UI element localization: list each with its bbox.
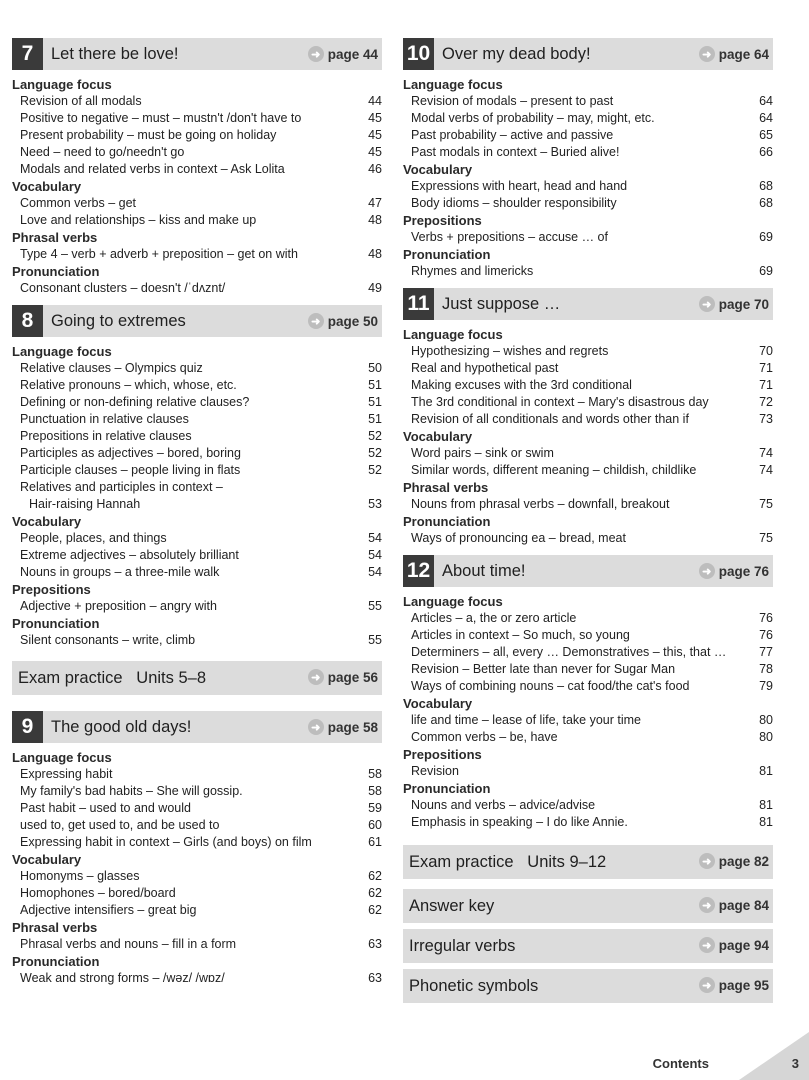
section-heading: Language focus	[403, 77, 503, 92]
section-heading: Vocabulary	[12, 514, 82, 529]
entry-page: 75	[759, 531, 773, 545]
toc-entry[interactable]	[12, 445, 382, 462]
arrow-right-icon: ➜	[308, 313, 324, 329]
entry-page: 45	[368, 145, 382, 159]
entry-text: Expressing habit	[20, 767, 113, 781]
entry-text: Silent consonants – write, climb	[20, 633, 196, 647]
toc-entry[interactable]	[403, 729, 773, 746]
entry-page: 51	[368, 395, 382, 409]
toc-entry[interactable]	[403, 343, 773, 360]
entry-text: Present probability – must be going on holiday	[20, 128, 277, 142]
phonetic-symbols-header[interactable]	[403, 969, 773, 1003]
entry-text: Nouns and verbs – advice/advise	[411, 798, 596, 812]
entry-page: 62	[368, 886, 382, 900]
entry-text: Verbs + prepositions – accuse … of	[411, 230, 608, 244]
section-heading: Vocabulary	[403, 162, 473, 177]
page-label: page 50	[327, 313, 378, 329]
entry-text: Love and relationships – kiss and make up	[20, 213, 257, 227]
toc-entry[interactable]	[403, 377, 773, 394]
exam-practice-5-8-header[interactable]	[12, 661, 382, 695]
entry-page: 55	[368, 599, 382, 613]
entry-page: 48	[368, 247, 382, 261]
entry-page: 71	[759, 361, 773, 375]
toc-entry[interactable]	[403, 814, 773, 831]
page-link[interactable]	[699, 38, 769, 70]
toc-entry[interactable]	[12, 462, 382, 479]
entry-page: 51	[368, 378, 382, 392]
toc-entry[interactable]	[12, 632, 382, 649]
unit-title: Just suppose …	[442, 294, 561, 313]
entry-text: Participle clauses – people living in flats	[20, 463, 241, 477]
entry-text: Making excuses with the 3rd conditional	[411, 378, 632, 392]
toc-entry[interactable]	[12, 360, 382, 377]
page-label: page 84	[718, 897, 769, 913]
page-link[interactable]	[699, 845, 769, 877]
section-heading: Vocabulary	[403, 696, 473, 711]
toc-entry[interactable]	[12, 161, 382, 178]
entry-text: Revision	[411, 764, 459, 778]
page-label: page 94	[718, 937, 769, 953]
toc-entry[interactable]	[403, 678, 773, 695]
entry-page: 65	[759, 128, 773, 142]
section-heading: Prepositions	[12, 582, 91, 597]
entry-text: Revision of all modals	[20, 94, 142, 108]
entry-page: 51	[368, 412, 382, 426]
entry-page: 68	[759, 179, 773, 193]
entry-page: 74	[759, 446, 773, 460]
arrow-right-icon: ➜	[699, 977, 715, 993]
section-heading: Prepositions	[403, 747, 482, 762]
entry-page: 81	[759, 798, 773, 812]
toc-entry[interactable]	[403, 360, 773, 377]
unit-11-header[interactable]	[403, 288, 773, 320]
page-label: page 58	[327, 719, 378, 735]
entry-text: Revision of modals – present to past	[411, 94, 614, 108]
entry-text: Positive to negative – must – mustn't /don't have to	[20, 111, 302, 125]
section-heading: Language focus	[12, 750, 112, 765]
entry-text: Revision – Better late than never for Sugar Man	[411, 662, 676, 676]
section-heading: Pronunciation	[403, 247, 491, 262]
page-number: 3	[791, 1056, 799, 1071]
toc-entry[interactable]	[12, 970, 382, 987]
entry-text: Weak and strong forms – /wəz/ /wɒz/	[20, 971, 225, 985]
entry-page: 64	[759, 111, 773, 125]
entry-page: 74	[759, 463, 773, 477]
toc-entry[interactable]	[12, 428, 382, 445]
section-heading: Vocabulary	[12, 179, 82, 194]
entry-text: Adjective + preposition – angry with	[20, 599, 217, 613]
toc-entry[interactable]	[12, 783, 382, 800]
toc-entry[interactable]	[403, 263, 773, 280]
entry-text: Relative clauses – Olympics quiz	[20, 361, 203, 375]
entry-text: Revision of all conditionals and words other than if	[411, 412, 689, 426]
section-title: Exam practice Units 5–8	[18, 668, 206, 687]
toc-entry[interactable]	[12, 817, 382, 834]
entry-page: 58	[368, 767, 382, 781]
entry-text: Nouns from phrasal verbs – downfall, breakout	[411, 497, 670, 511]
toc-entry[interactable]	[403, 144, 773, 161]
entry-text: Common verbs – be, have	[411, 730, 558, 744]
toc-entry[interactable]	[403, 661, 773, 678]
unit-title: The good old days!	[51, 717, 192, 736]
entry-page: 45	[368, 128, 382, 142]
toc-entry[interactable]	[12, 394, 382, 411]
page-link[interactable]	[699, 288, 769, 320]
entry-text: Determiners – all, every … Demonstratives – this, that …	[411, 645, 727, 659]
entry-text: The 3rd conditional in context – Mary's disastrous day	[411, 395, 709, 409]
entry-text: Modal verbs of probability – may, might, etc.	[411, 111, 655, 125]
entry-page: 44	[368, 94, 382, 108]
toc-entry[interactable]	[403, 462, 773, 479]
arrow-right-icon: ➜	[308, 46, 324, 62]
page-link[interactable]	[699, 929, 769, 961]
entry-text: Word pairs – sink or swim	[411, 446, 554, 460]
entry-page: 81	[759, 815, 773, 829]
entry-page: 60	[368, 818, 382, 832]
section-heading: Pronunciation	[403, 781, 491, 796]
entry-page: 54	[368, 565, 382, 579]
page-label: page 56	[327, 669, 378, 685]
entry-page: 70	[759, 344, 773, 358]
entry-page: 76	[759, 628, 773, 642]
arrow-right-icon: ➜	[699, 563, 715, 579]
entry-page: 66	[759, 145, 773, 159]
entry-page: 75	[759, 497, 773, 511]
unit-number: 9	[12, 711, 43, 743]
entry-page: 63	[368, 937, 382, 951]
toc-entry[interactable]	[12, 411, 382, 428]
entry-text: People, places, and things	[20, 531, 167, 545]
toc-entry[interactable]	[12, 212, 382, 229]
entry-page: 50	[368, 361, 382, 375]
entry-text: Past modals in context – Buried alive!	[411, 145, 620, 159]
arrow-right-icon: ➜	[308, 719, 324, 735]
entry-text: Rhymes and limericks	[411, 264, 534, 278]
entry-text: Expressing habit in context – Girls (and boys) on film	[20, 835, 312, 849]
entry-page: 52	[368, 463, 382, 477]
entry-page: 47	[368, 196, 382, 210]
entry-page: 69	[759, 264, 773, 278]
page-link[interactable]	[699, 969, 769, 1001]
entry-page: 49	[368, 281, 382, 295]
section-title: Exam practice Units 9–12	[409, 852, 607, 871]
section-heading: Language focus	[403, 594, 503, 609]
entry-text: Defining or non-defining relative clauses?	[20, 395, 250, 409]
entry-page: 78	[759, 662, 773, 676]
unit-9-header[interactable]	[12, 711, 382, 743]
section-heading: Pronunciation	[12, 954, 100, 969]
page-label: page 82	[718, 853, 769, 869]
entry-page: 73	[759, 412, 773, 426]
entry-text: Body idioms – shoulder responsibility	[411, 196, 617, 210]
entry-page: 79	[759, 679, 773, 693]
toc-entry[interactable]	[403, 127, 773, 144]
section-heading: Vocabulary	[403, 429, 473, 444]
entry-text: Type 4 – verb + adverb + preposition – get on with	[20, 247, 298, 261]
entry-page: 71	[759, 378, 773, 392]
entry-page: 54	[368, 531, 382, 545]
exam-practice-9-12-header[interactable]	[403, 845, 773, 879]
page-link[interactable]	[308, 661, 378, 693]
page-link[interactable]	[699, 889, 769, 921]
section-heading: Pronunciation	[12, 616, 100, 631]
entry-page: 81	[759, 764, 773, 778]
unit-number: 8	[12, 305, 43, 337]
entry-page: 80	[759, 713, 773, 727]
entry-page: 62	[368, 869, 382, 883]
entry-page: 62	[368, 903, 382, 917]
entry-page: 53	[368, 497, 382, 511]
unit-title: Going to extremes	[51, 311, 186, 330]
entry-page: 63	[368, 971, 382, 985]
entry-text: Need – need to go/needn't go	[20, 145, 185, 159]
unit-10-header[interactable]	[403, 38, 773, 70]
entry-text: Common verbs – get	[20, 196, 137, 210]
footer-label: Contents	[652, 1056, 709, 1071]
toc-entry[interactable]	[403, 93, 773, 110]
page-label: page 70	[718, 296, 769, 312]
entry-text: life and time – lease of life, take your time	[411, 713, 641, 727]
section-heading: Phrasal verbs	[12, 230, 98, 245]
section-heading: Pronunciation	[403, 514, 491, 529]
toc-entry[interactable]	[403, 530, 773, 547]
page-link[interactable]	[699, 555, 769, 587]
entry-text: Adjective intensifiers – great big	[20, 903, 197, 917]
toc-entry[interactable]	[403, 110, 773, 127]
section-heading: Prepositions	[403, 213, 482, 228]
unit-title: About time!	[442, 561, 526, 580]
entry-page: 80	[759, 730, 773, 744]
section-heading: Language focus	[12, 77, 112, 92]
entry-page	[352, 479, 382, 496]
entry-text: Ways of pronouncing ea – bread, meat	[411, 531, 626, 545]
toc-entry[interactable]	[12, 598, 382, 615]
page-label: page 64	[718, 46, 769, 62]
section-title: Answer key	[409, 896, 495, 915]
arrow-right-icon: ➜	[308, 669, 324, 685]
entry-text: Ways of combining nouns – cat food/the cat's food	[411, 679, 690, 693]
entry-page: 48	[368, 213, 382, 227]
section-title: Phonetic symbols	[409, 976, 539, 995]
entry-page: 46	[368, 162, 382, 176]
entry-text: Prepositions in relative clauses	[20, 429, 192, 443]
toc-entry[interactable]	[12, 377, 382, 394]
irregular-verbs-header[interactable]	[403, 929, 773, 963]
entry-page: 52	[368, 446, 382, 460]
toc-entry[interactable]	[12, 530, 382, 547]
toc-entry[interactable]	[403, 178, 773, 195]
arrow-right-icon: ➜	[699, 46, 715, 62]
toc-entry[interactable]	[403, 763, 773, 780]
page-link[interactable]	[308, 305, 378, 337]
entry-page: 61	[368, 835, 382, 849]
toc-entry[interactable]	[12, 902, 382, 919]
toc-entry[interactable]	[403, 627, 773, 644]
section-heading: Language focus	[403, 327, 503, 342]
entry-page: 54	[368, 548, 382, 562]
toc-entry[interactable]	[403, 411, 773, 428]
entry-text: Nouns in groups – a three-mile walk	[20, 565, 220, 579]
entry-text: Relative pronouns – which, whose, etc.	[20, 378, 237, 392]
entry-text: Homonyms – glasses	[20, 869, 140, 883]
unit-number: 7	[12, 38, 43, 70]
right-column	[403, 38, 773, 1009]
toc-entry[interactable]	[403, 394, 773, 411]
page-link[interactable]	[308, 38, 378, 70]
toc-entry[interactable]	[12, 195, 382, 212]
toc-entry[interactable]	[12, 885, 382, 902]
section-heading: Phrasal verbs	[12, 920, 98, 935]
entry-page: 69	[759, 230, 773, 244]
left-column	[12, 38, 382, 987]
entry-text: Articles in context – So much, so young	[411, 628, 630, 642]
unit-8-header[interactable]	[12, 305, 382, 337]
toc-entry[interactable]	[12, 936, 382, 953]
arrow-right-icon: ➜	[699, 897, 715, 913]
entry-page: 68	[759, 196, 773, 210]
entry-text: Real and hypothetical past	[411, 361, 559, 375]
entry-text: Homophones – bored/board	[20, 886, 176, 900]
toc-entry[interactable]	[403, 229, 773, 246]
page-label: page 95	[718, 977, 769, 993]
page-label: page 76	[718, 563, 769, 579]
section-heading: Pronunciation	[12, 264, 100, 279]
entry-page: 59	[368, 801, 382, 815]
unit-number: 12	[403, 555, 434, 587]
section-heading: Phrasal verbs	[403, 480, 489, 495]
entry-text: Punctuation in relative clauses	[20, 412, 189, 426]
toc-entry[interactable]	[403, 195, 773, 212]
entry-text: Expressions with heart, head and hand	[411, 179, 628, 193]
entry-text: Relatives and participles in context –	[20, 480, 223, 494]
entry-text: Past habit – used to and would	[20, 801, 191, 815]
entry-page: 55	[368, 633, 382, 647]
toc-entry[interactable]	[12, 280, 382, 297]
entry-text: Emphasis in speaking – I do like Annie.	[411, 815, 628, 829]
unit-title: Over my dead body!	[442, 44, 591, 63]
toc-entry[interactable]	[12, 766, 382, 783]
entry-page: 58	[368, 784, 382, 798]
arrow-right-icon: ➜	[699, 296, 715, 312]
entry-text: My family's bad habits – She will gossip.	[20, 784, 243, 798]
page-label: page 44	[327, 46, 378, 62]
toc-entry[interactable]	[12, 547, 382, 564]
toc-entry[interactable]	[12, 110, 382, 127]
section-heading: Vocabulary	[12, 852, 82, 867]
unit-number: 11	[403, 288, 434, 320]
entry-text: used to, get used to, and be used to	[20, 818, 220, 832]
entry-page: 64	[759, 94, 773, 108]
entry-page: 52	[368, 429, 382, 443]
toc-entry[interactable]	[12, 564, 382, 581]
entry-text: Hypothesizing – wishes and regrets	[411, 344, 609, 358]
entry-text: Consonant clusters – doesn't /ˈdʌznt/	[20, 281, 226, 295]
toc-entry[interactable]	[403, 610, 773, 627]
section-title: Irregular verbs	[409, 936, 516, 955]
toc-entry[interactable]	[403, 496, 773, 513]
entry-page: 45	[368, 111, 382, 125]
arrow-right-icon: ➜	[699, 853, 715, 869]
entry-text: Phrasal verbs and nouns – fill in a form	[20, 937, 237, 951]
toc-entry[interactable]	[12, 127, 382, 144]
unit-number: 10	[403, 38, 434, 70]
entry-page: 72	[759, 395, 773, 409]
entry-page: 76	[759, 611, 773, 625]
toc-entry[interactable]	[12, 93, 382, 110]
entry-text: Extreme adjectives – absolutely brilliant	[20, 548, 239, 562]
entry-text: Articles – a, the or zero article	[411, 611, 577, 625]
toc-entry[interactable]	[12, 834, 382, 851]
toc-entry[interactable]	[403, 712, 773, 729]
toc-entry[interactable]	[12, 496, 382, 513]
entry-text: Participles as adjectives – bored, boring	[20, 446, 241, 460]
toc-entry[interactable]	[403, 644, 773, 661]
entry-text: Similar words, different meaning – childish, childlike	[411, 463, 697, 477]
page-footer	[639, 1032, 809, 1080]
page-link[interactable]	[308, 711, 378, 743]
toc-entry[interactable]	[12, 479, 382, 496]
section-heading: Language focus	[12, 344, 112, 359]
toc-entry[interactable]	[12, 868, 382, 885]
unit-12-header[interactable]	[403, 555, 773, 587]
unit-7-header[interactable]	[12, 38, 382, 70]
arrow-right-icon: ➜	[699, 937, 715, 953]
toc-entry[interactable]	[403, 797, 773, 814]
entry-text: Modals and related verbs in context – Ask Lolita	[20, 162, 285, 176]
entry-text: Past probability – active and passive	[411, 128, 614, 142]
entry-page: 77	[759, 645, 773, 659]
toc-entry[interactable]	[12, 144, 382, 161]
unit-title: Let there be love!	[51, 44, 179, 63]
entry-text: Hair-raising Hannah	[29, 497, 141, 511]
toc-entry[interactable]	[403, 445, 773, 462]
toc-entry[interactable]	[12, 246, 382, 263]
toc-entry[interactable]	[12, 800, 382, 817]
answer-key-header[interactable]	[403, 889, 773, 923]
